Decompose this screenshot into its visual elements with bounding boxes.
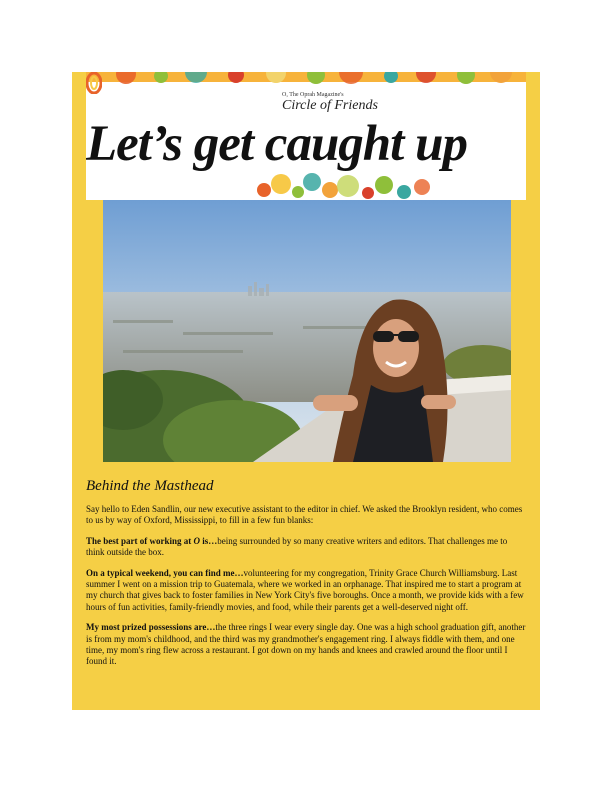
brand-subtitle: O, The Oprah Magazine's (282, 92, 344, 98)
qa-paragraph (86, 622, 526, 668)
section-title: Behind the Masthead (86, 478, 214, 494)
qa-answer: being surrounded by so many creative writers and editors. That challenges me to think outside the box. (86, 535, 508, 558)
qa-paragraph (86, 536, 526, 559)
qa-lead (86, 536, 217, 546)
qa-paragraph (86, 568, 526, 614)
article-body (86, 478, 526, 677)
qa-lead-emphasis: O (193, 535, 200, 546)
qa-answer: volunteering for my congregation, Trinity Grace Church Williamsburg. Last summer I went on a mission trip to Guatemala, where we worked in an orphanage. That inspired me to start a program at my church that gives back to foster families in New York City's five boroughs. Once a month, we provide kids with a few hours of fun activities, family-friendly movies, and food, while their parents get a well-deserved night off. (86, 567, 524, 612)
qa-lead-suffix: is… (200, 535, 218, 546)
qa-lead: On a typical weekend, you can find me… (86, 567, 244, 578)
intro-paragraph: Say hello to Eden Sandlin, our new executive assistant to the editor in chief. We asked the Brooklyn resident, who comes to us by way of Oxford, Mississippi, to fill in a few fun blanks: (86, 504, 523, 526)
qa-answer: the three rings I wear every single day. One was a high school graduation gift, another is from my mom's childhood, and the third was my grandmother's engagement ring. I always fiddle with them, and one time, my mom's ring flew across a restaurant. I got down on my hands and knees and crawled around the floor until I found it. (86, 622, 526, 667)
o-logo-icon (86, 72, 102, 94)
newsletter-header (86, 72, 526, 200)
photo-illustration (103, 200, 511, 462)
qa-lead-text: The best part of working at (86, 535, 194, 546)
hero-photo (103, 200, 511, 462)
qa-lead: My most prized possessions are… (86, 622, 216, 633)
headline: Let’s get caught up (86, 116, 467, 172)
brand-title: Circle of Friends (282, 98, 378, 113)
